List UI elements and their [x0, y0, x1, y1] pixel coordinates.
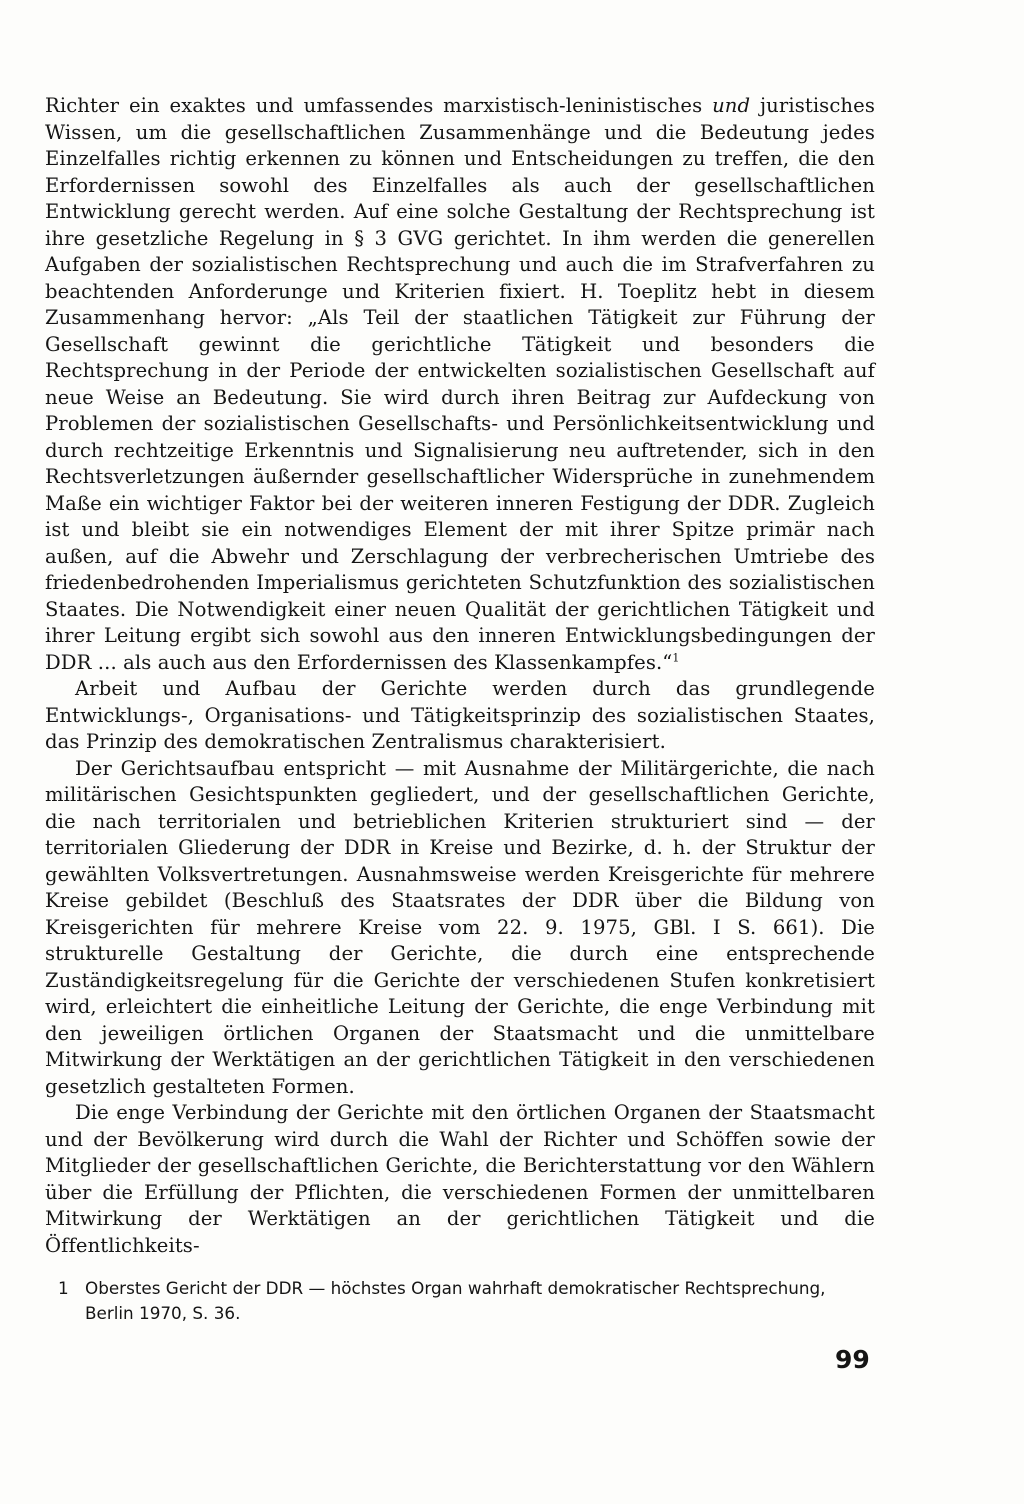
paragraph-2: Arbeit und Aufbau der Gerichte werden durch das grundlegende Entwicklungs-, Organisations- und Tätigkeitsprinzip des sozialistischen Staates, das Prinzip des demokratischen Zentralismus charakterisiert. [45, 677, 875, 753]
paragraph-1-part-a: Richter ein exaktes und umfassendes marxistisch-leninistisches [45, 94, 713, 117]
footnote-line-1 [58, 1276, 888, 1301]
footnote [58, 1276, 888, 1326]
footnote-text-1: Oberstes Gericht der DDR — höchstes Organ wahrhaft demokratischer Rechtsprechung, [85, 1278, 826, 1298]
page-number: 99 [835, 1345, 870, 1374]
emphasis-und: und [712, 94, 751, 117]
paragraph-1 [45, 93, 875, 676]
footnote-line-2: Berlin 1970, S. 36. [85, 1303, 241, 1323]
footnote-reference: 1 [672, 650, 680, 664]
paragraph-3: Der Gerichtsaufbau entspricht — mit Ausnahme der Militärgerichte, die nach militärischen Gesichtspunkten gegliedert, und der gesellschaftlichen Gerichte, die nach territorialen und betrieblichen Kriterien strukturiert sind — der territorialen Gliederung der DDR in Kreise und Bezirke, d. h. der Struktur der gewählten Volksvertretungen. Ausnahmsweise werden Kreisgerichte für mehrere Kreise gebildet (Beschluß des Staatsrates der DDR über die Bildung von Kreisgerichten für mehrere Kreise vom 22. 9. 1975, GBl. I S. 661). Die strukturelle Gestaltung der Gerichte, die durch eine entsprechende Zuständigkeitsregelung für die Gerichte der verschiedenen Stufen konkretisiert wird, erleichtert die einheitliche Leitung der Gerichte, die enge Verbindung mit den jeweiligen örtlichen Organen der Staatsmacht und die unmittelbare Mitwirkung der Werktätigen an der gerichtlichen Tätigkeit in den verschiedenen gesetzlich gestalteten Formen. [45, 756, 875, 1098]
paragraph-1-part-b: juristisches Wissen, um die gesellschaftlichen Zusammenhänge und die Bedeutung jedes Einzelfalles richtig erkennen zu können und Entscheidungen zu treffen, die den Erfordernissen sowohl des Einzelfalles als auch der gesellschaftlichen Entwicklung gerecht werden. Auf eine solche Gestaltung der Rechtsprechung ist ihre gesetzliche Regelung in § 3 GVG gerichtet. In ihm werden die generellen Aufgaben der sozialistischen Rechtsprechung und auch die im Strafverfahren zu beachtenden Anforderunge und Kriterien fixiert. H. Toeplitz hebt in diesem Zusammenhang hervor: „Als Teil der staatlichen Tätigkeit zur Führung der Gesellschaft gewinnt die gerichtliche Tätigkeit und besonders die Rechtsprechung in der Periode der entwickelten sozialistischen Gesellschaft auf neue Weise an Bedeutung. Sie wird durch ihren Beitrag zur Aufdeckung von Problemen der sozialistischen Gesellschafts- und Persönlichkeitsentwicklung und durch rechtzeitige Erkenntnis und Signalisierung neu auftretender, sich in den Rechtsverletzungen äußernder gesellschaftlicher Widersprüche in zunehmendem Maße ein wichtiger Faktor bei der weiteren inneren Festigung der DDR. Zugleich ist und bleibt sie ein notwendiges Element der mit ihrer Spitze primär nach außen, auf die Abwehr und Zerschlagung der verbrecherischen Umtriebe des friedenbedrohenden Imperialismus gerichteten Schutzfunktion des sozialistischen Staates. Die Notwendigkeit einer neuen Qualität der gerichtlichen Tätigkeit und ihrer Leitung ergibt sich sowohl aus den inneren Entwicklungsbedingungen der DDR ... als auch aus den Erfordernissen des Klassenkampfes.“ [45, 94, 875, 674]
main-text [45, 93, 875, 1259]
footnote-number: 1 [58, 1278, 69, 1298]
paragraph-4: Die enge Verbindung der Gerichte mit den örtlichen Organen der Staatsmacht und der Bevölkerung wird durch die Wahl der Richter und Schöffen sowie der Mitglieder der gesellschaftlichen Gerichte, die Berichterstattung vor den Wählern über die Erfüllung der Pflichten, die verschiedenen Formen der unmittelbaren Mitwirkung der Werktätigen an der gerichtlichen Tätigkeit und die Öffentlichkeits- [45, 1101, 875, 1257]
